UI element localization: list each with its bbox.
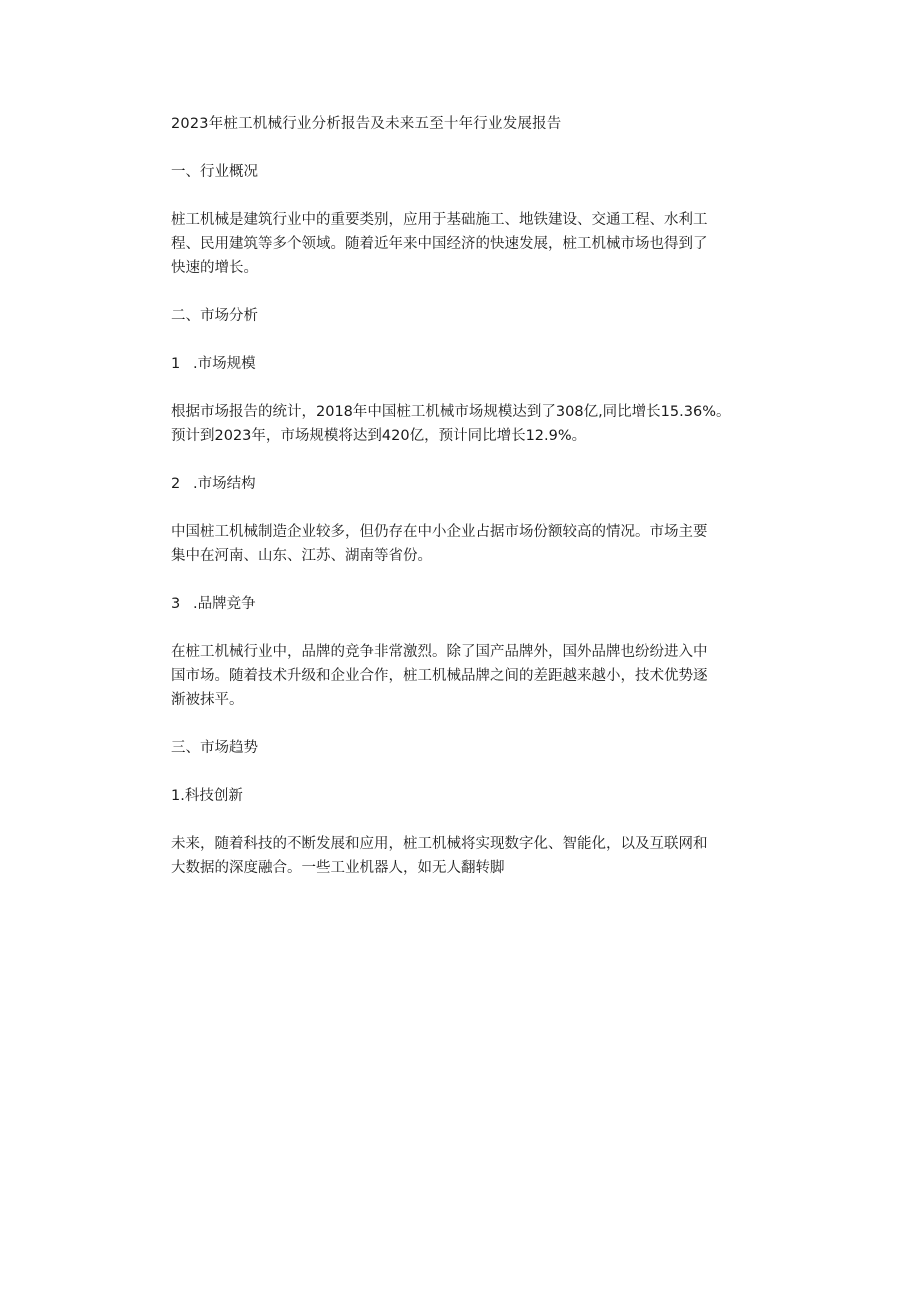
paragraph-tech-innovation bbox=[171, 832, 761, 880]
subheading-label: .品牌竞争 bbox=[193, 596, 256, 612]
paragraph-line: 国市场。随着技术升级和企业合作，桩工机械品牌之间的差距越来越小，技术优势逐 bbox=[171, 668, 708, 684]
paragraph-line: 中国桩工机械制造企业较多，但仍存在中小企业占据市场份额较高的情况。市场主要 bbox=[171, 524, 708, 540]
section-heading-market-trends: 三、市场趋势 bbox=[171, 740, 258, 756]
subheading-brand-competition bbox=[171, 592, 761, 616]
subheading-label: .市场规模 bbox=[193, 356, 256, 372]
paragraph-line: 大数据的深度融合。一些工业机器人，如无人翻转脚 bbox=[171, 860, 505, 876]
subheading-market-structure bbox=[171, 472, 761, 496]
section-heading-market-analysis: 二、市场分析 bbox=[171, 308, 258, 324]
subheading-number: 3 bbox=[171, 596, 181, 612]
paragraph-market-structure bbox=[171, 520, 761, 568]
subheading-tech-innovation: 1.科技创新 bbox=[171, 788, 243, 804]
subheading-market-size bbox=[171, 352, 761, 376]
paragraph-brand-competition bbox=[171, 640, 761, 712]
section-heading-overview: 一、行业概况 bbox=[171, 164, 258, 180]
paragraph-line: 快速的增长。 bbox=[171, 260, 258, 276]
subheading-number: 1 bbox=[171, 356, 181, 372]
paragraph-line: 程、民用建筑等多个领域。随着近年来中国经济的快速发展，桩工机械市场也得到了 bbox=[171, 236, 708, 252]
paragraph-line: 根据市场报告的统计，2018年中国桩工机械市场规模达到了308亿,同比增长15.36%。 bbox=[171, 404, 731, 420]
paragraph-line: 未来，随着科技的不断发展和应用，桩工机械将实现数字化、智能化，以及互联网和 bbox=[171, 836, 708, 852]
paragraph-line: 集中在河南、山东、江苏、湖南等省份。 bbox=[171, 548, 432, 564]
paragraph-line: 渐被抹平。 bbox=[171, 692, 244, 708]
subheading-label: .市场结构 bbox=[193, 476, 256, 492]
document-page bbox=[171, 112, 761, 904]
paragraph-line: 桩工机械是建筑行业中的重要类别，应用于基础施工、地铁建设、交通工程、水利工 bbox=[171, 212, 708, 228]
document-title: 2023年桩工机械行业分析报告及未来五至十年行业发展报告 bbox=[171, 116, 562, 132]
subheading-number: 2 bbox=[171, 476, 181, 492]
paragraph-market-size bbox=[171, 400, 761, 448]
paragraph-line: 预计到2023年，市场规模将达到420亿，预计同比增长12.9%。 bbox=[171, 428, 587, 444]
paragraph-overview bbox=[171, 208, 761, 280]
paragraph-line: 在桩工机械行业中，品牌的竞争非常激烈。除了国产品牌外，国外品牌也纷纷进入中 bbox=[171, 644, 708, 660]
